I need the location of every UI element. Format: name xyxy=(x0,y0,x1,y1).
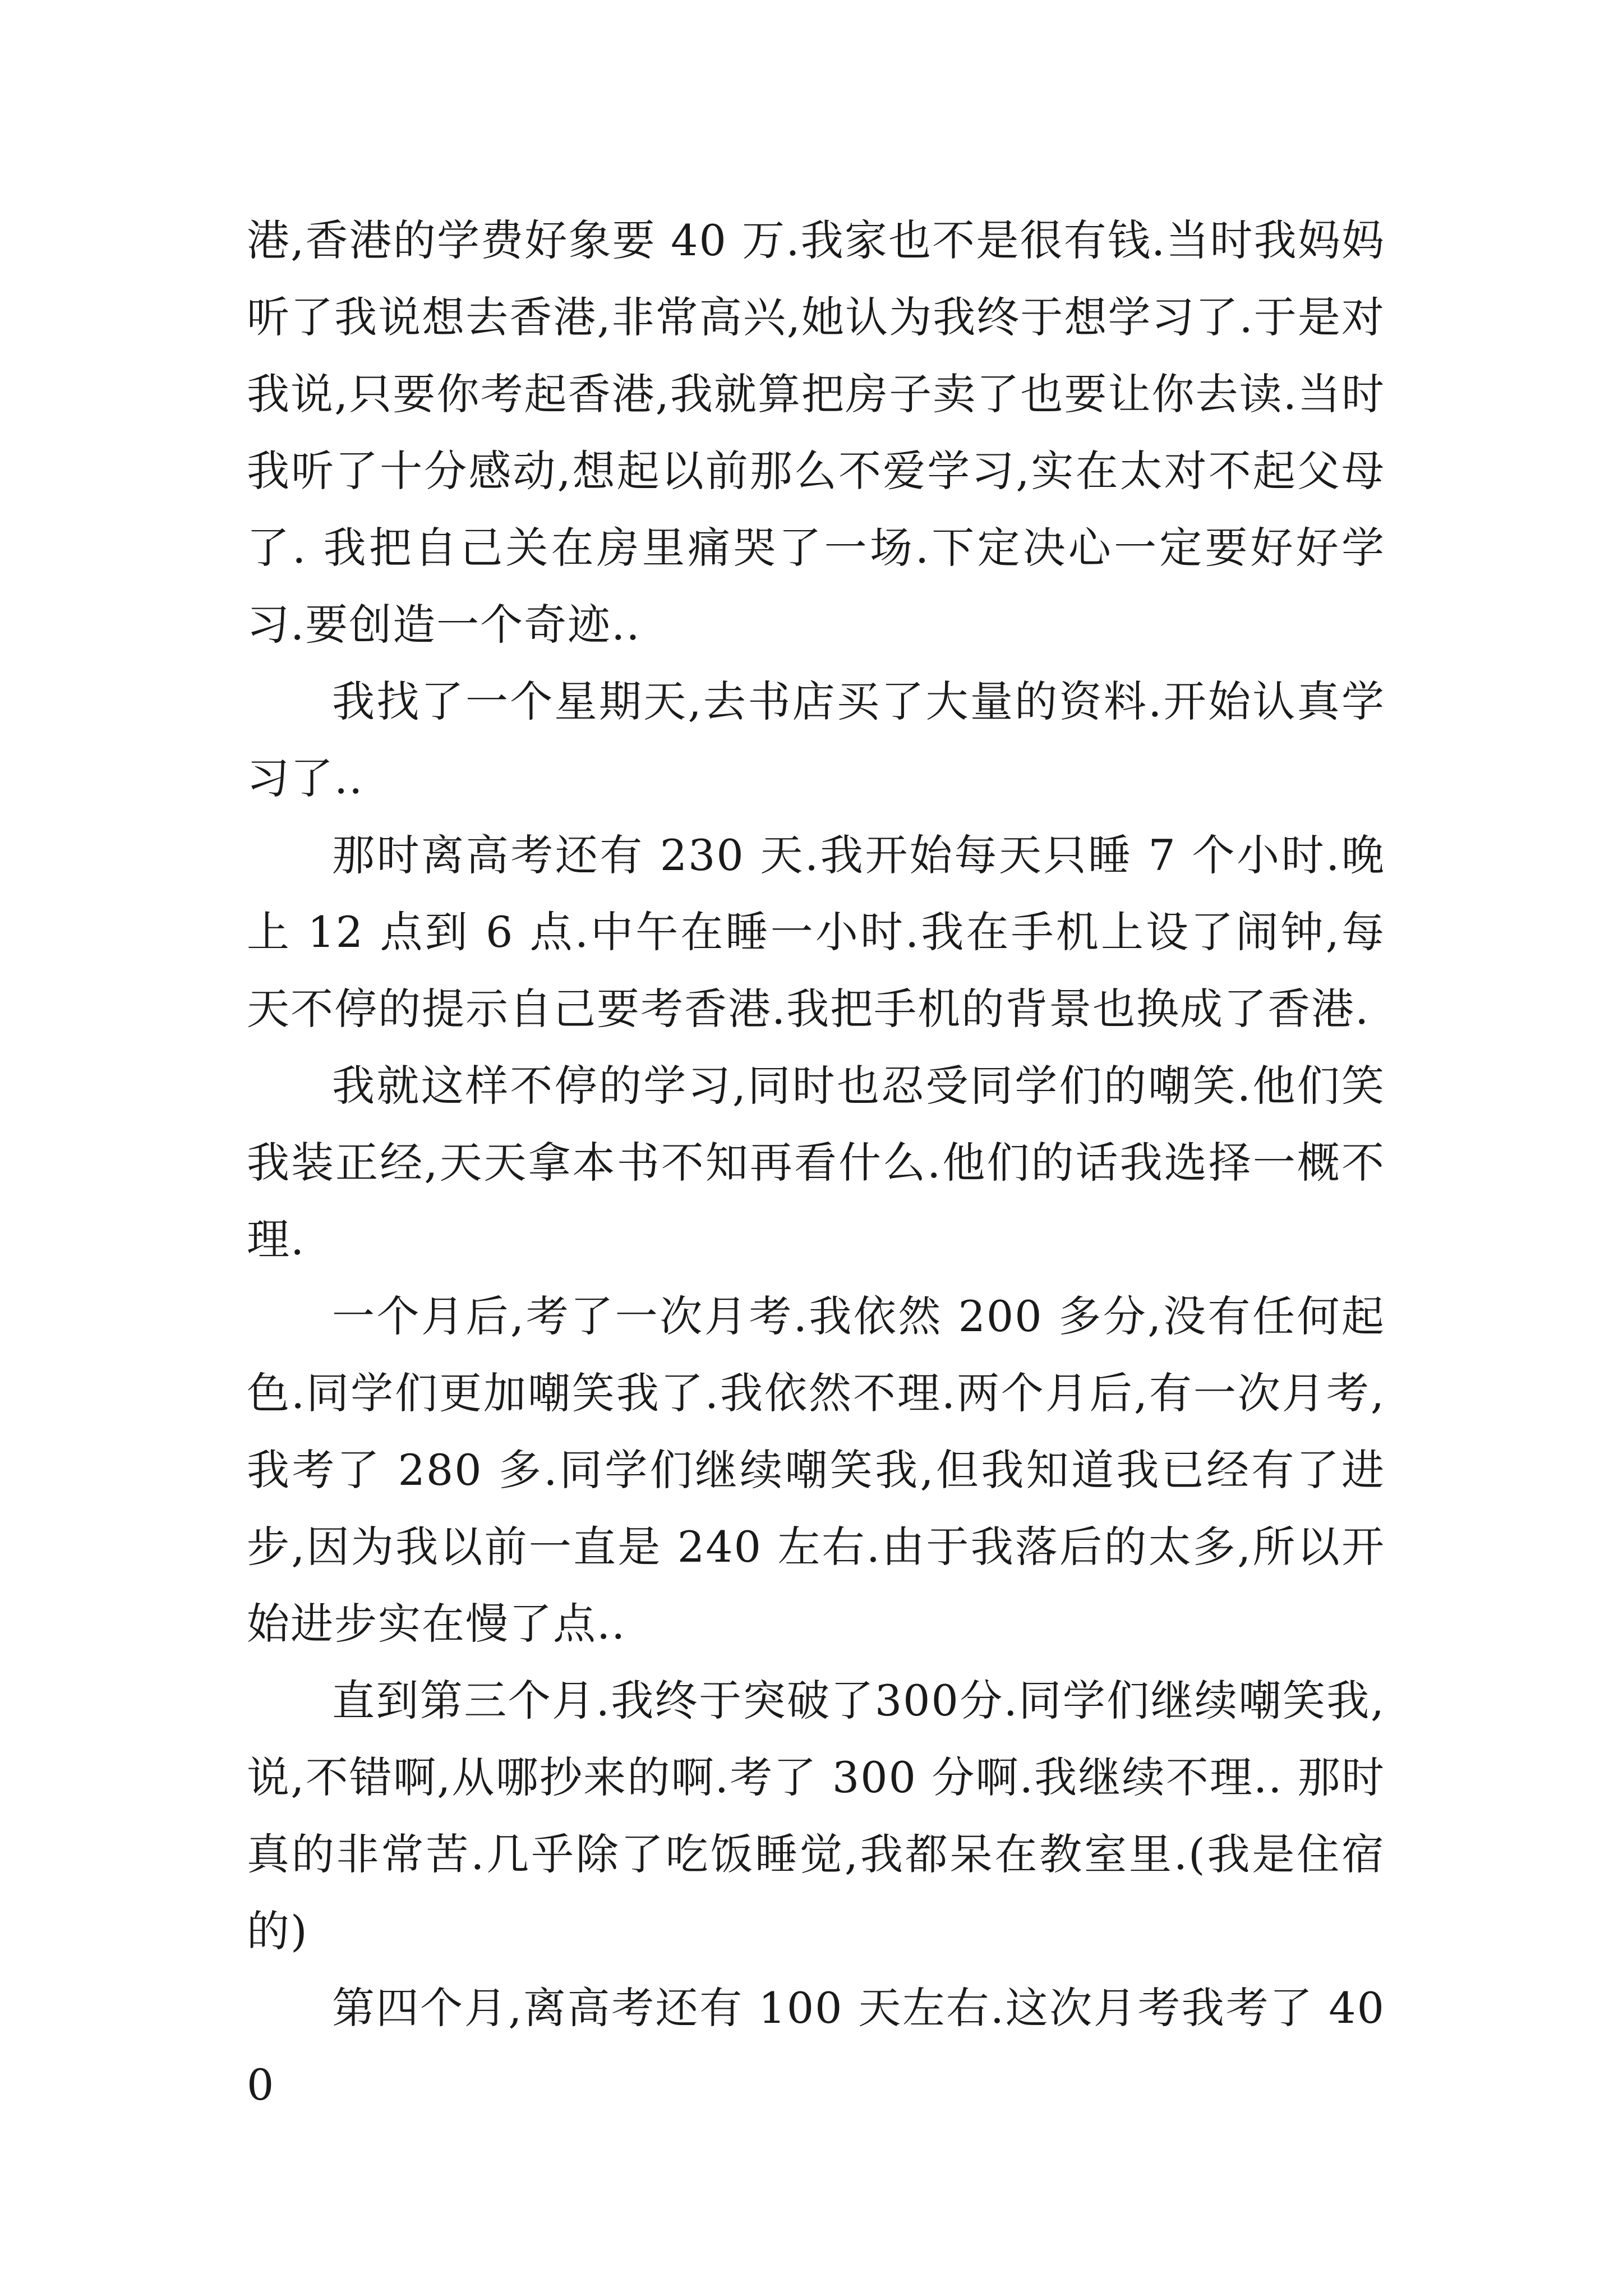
paragraph-7: 第四个月,离高考还有 100 天左右.这次月考我考了 400 xyxy=(247,1983,1385,2110)
paragraph-1: 港,香港的学费好象要 40 万.我家也不是很有钱.当时我妈妈听了我说想去香港,非常高兴,她认为我终于想学习了.于是对我说,只要你考起香港,我就算把房子卖了也要让你去读.当时我听了十分感动,想起以前那么不爱学习,实在太对不起父母了. 我把自己关在房里痛哭了一场.下定决心一定要好好学习.要创造一个奇迹.. xyxy=(247,215,1385,650)
paragraph-3: 那时离高考还有 230 天.我开始每天只睡 7 个小时.晚上 12 点到 6 点.中午在睡一小时.我在手机上设了闹钟,每天不停的提示自己要考香港.我把手机的背景也换成了香港. xyxy=(247,830,1385,1034)
paragraph-5: 一个月后,考了一次月考.我依然 200 多分,没有任何起色.同学们更加嘲笑我了.我依然不理.两个月后,有一次月考,我考了 280 多.同学们继续嘲笑我,但我知道我已经有了进步,因为我以前一直是 240 左右.由于我落后的太多,所以开始进步实在慢了点.. xyxy=(247,1291,1385,1649)
paragraph-4: 我就这样不停的学习,同时也忍受同学们的嘲笑.他们笑我装正经,天天拿本书不知再看什么.他们的话我选择一概不理. xyxy=(247,1061,1385,1264)
paragraph-6: 直到第三个月.我终于突破了300分.同学们继续嘲笑我,说,不错啊,从哪抄来的啊.考了 300 分啊.我继续不理.. 那时真的非常苦.几乎除了吃饭睡觉,我都呆在教室里.(我是住宿的) xyxy=(247,1676,1385,1956)
paragraph-2: 我找了一个星期天,去书店买了大量的资料.开始认真学习了.. xyxy=(247,677,1385,803)
document-body xyxy=(247,202,1385,2123)
